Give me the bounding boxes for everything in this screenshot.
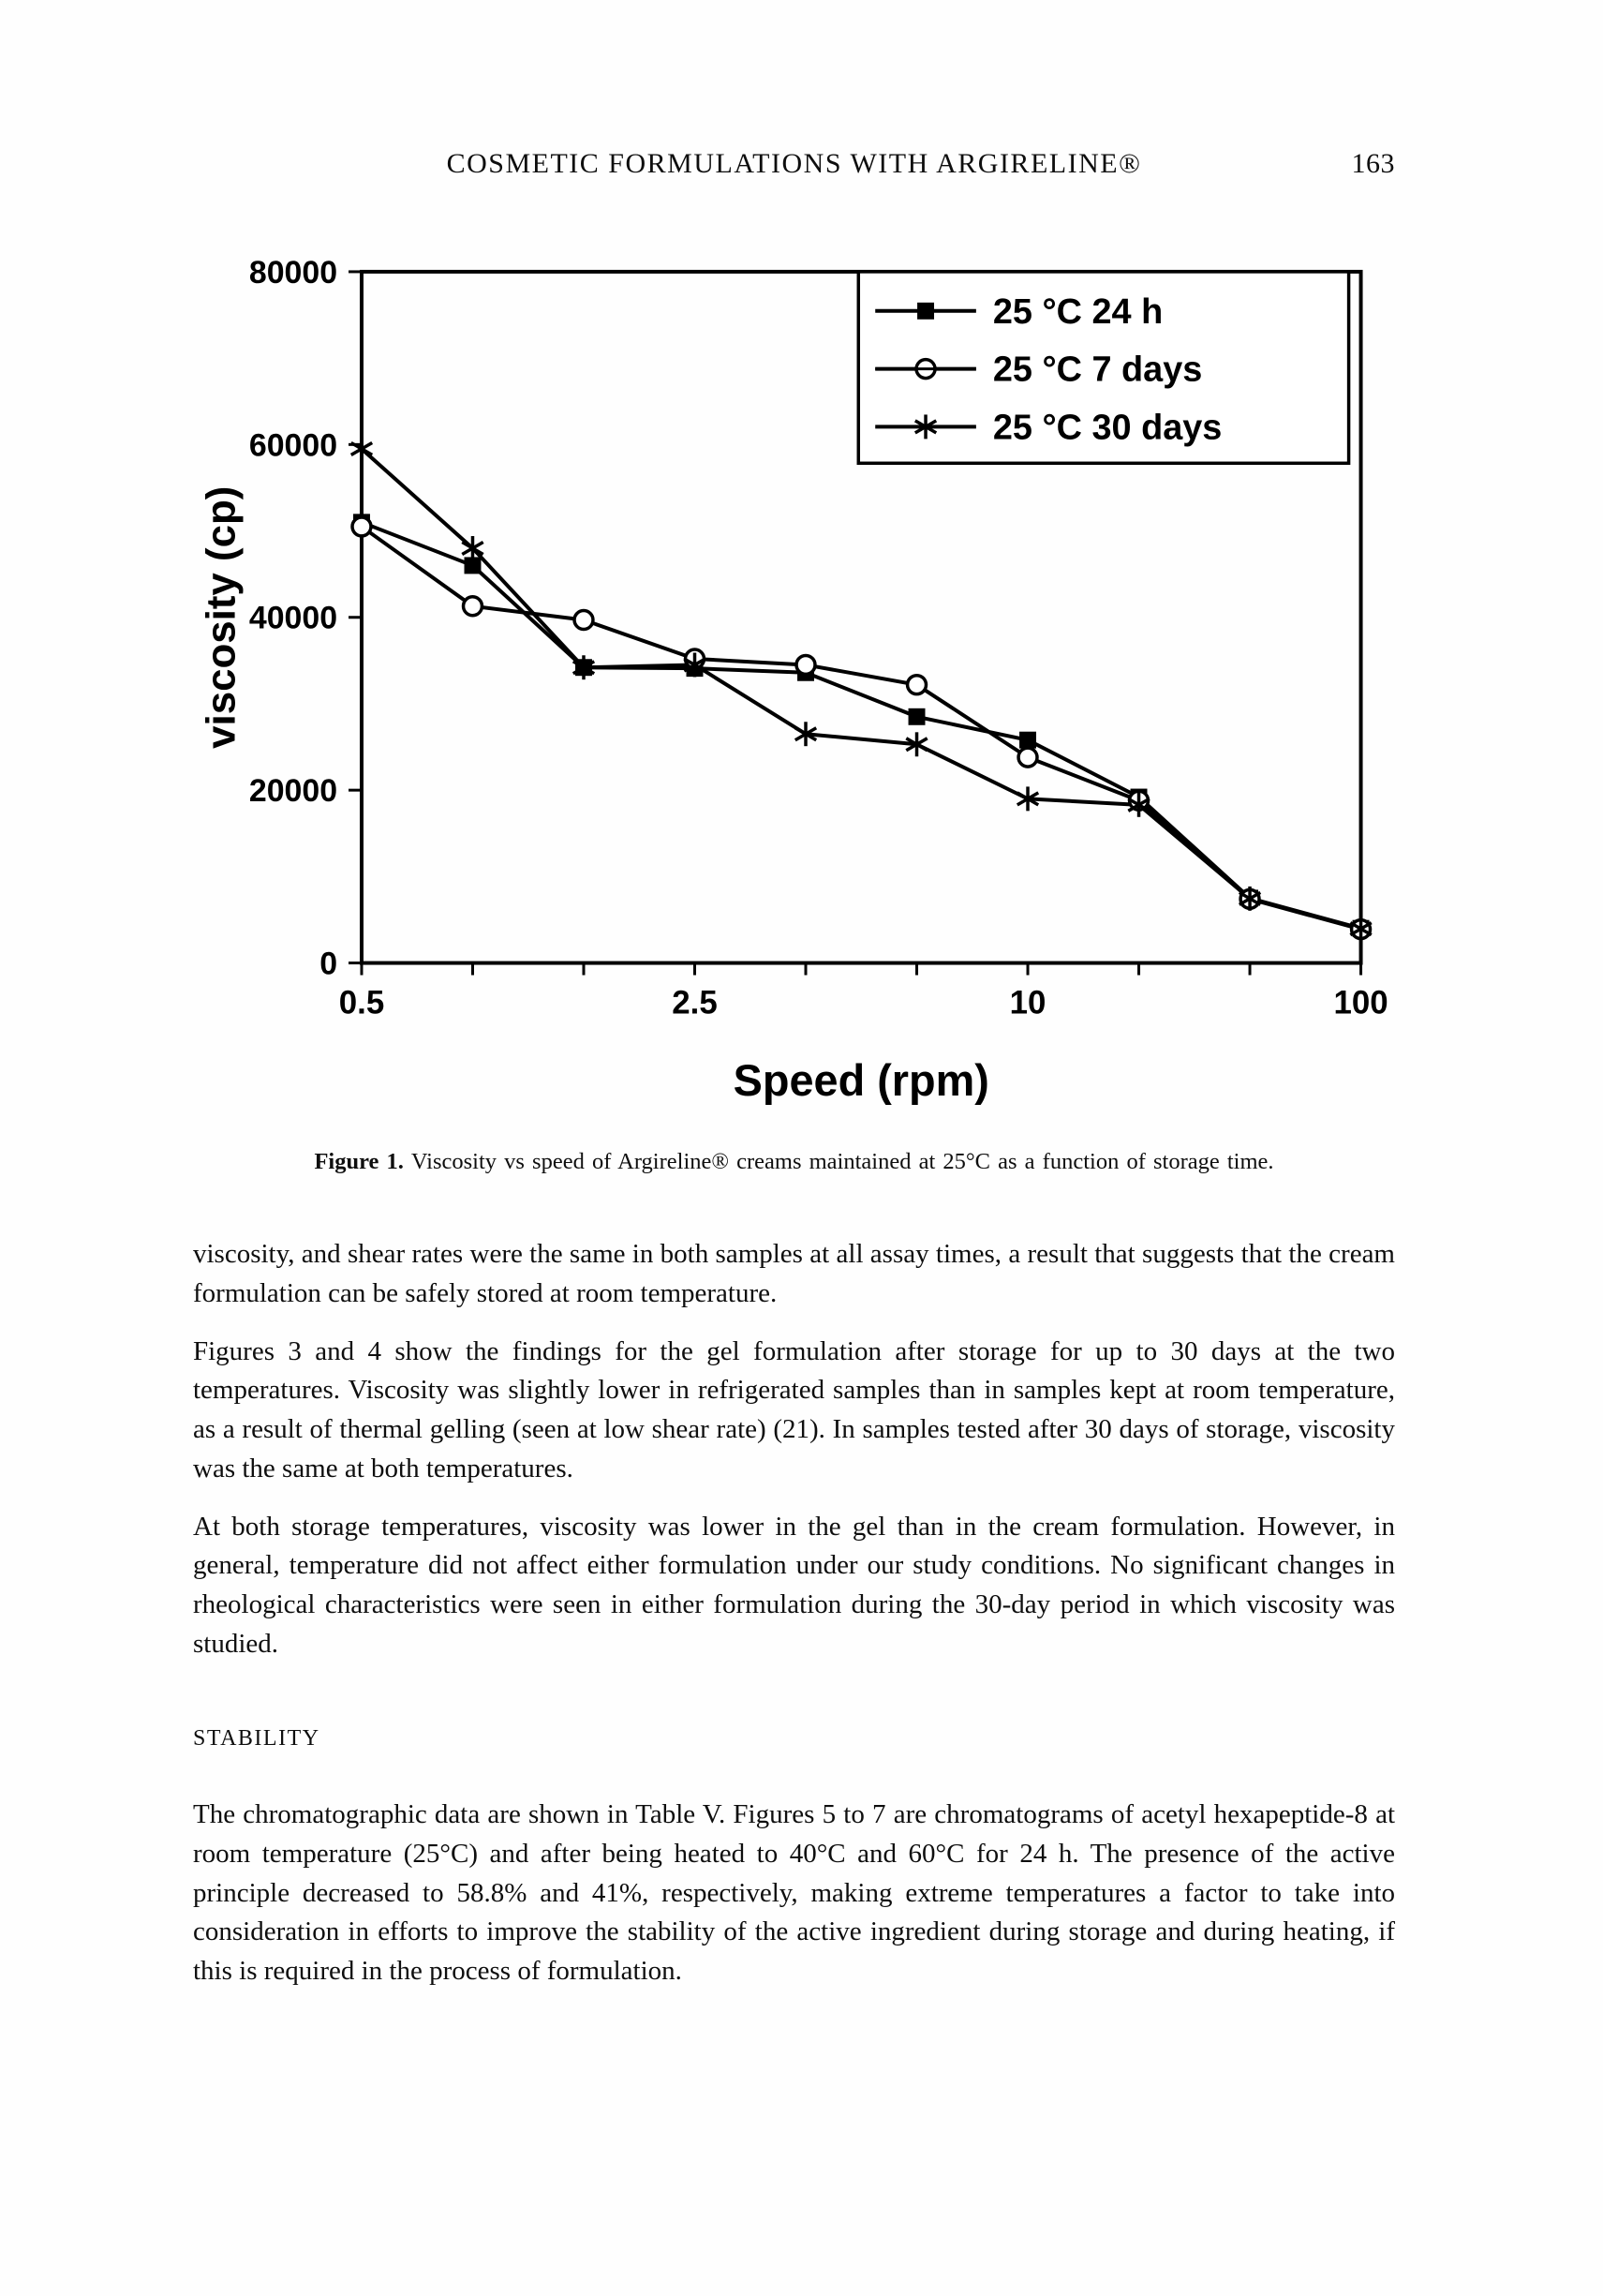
- figure-caption: [193, 1149, 1395, 1175]
- legend-label: 25 °C 30 days: [992, 408, 1223, 448]
- y-tick-label: 0: [319, 946, 338, 982]
- x-tick-label: 0.5: [338, 984, 385, 1021]
- circle-marker: [1018, 748, 1037, 767]
- square-marker: [1019, 732, 1036, 749]
- y-tick-label: 80000: [248, 254, 338, 291]
- paragraph: viscosity, and shear rates were the same in both samples at all assay times, a result that suggests that the cream formulation can be safely stored at room temperature.: [193, 1239, 1395, 1308]
- x-axis-title: Speed (rpm): [733, 1056, 989, 1106]
- circle-marker: [574, 611, 593, 630]
- running-head-title: COSMETIC FORMULATIONS WITH ARGIRELINE®: [446, 148, 1142, 179]
- page-number: 163: [1351, 148, 1395, 179]
- y-tick-label: 20000: [248, 773, 338, 810]
- chart-legend: [858, 272, 1348, 463]
- y-axis-title: viscosity (cp): [198, 485, 245, 749]
- square-marker: [917, 303, 934, 320]
- x-tick-label: 10: [1009, 984, 1046, 1021]
- series-line-1: [362, 527, 1361, 930]
- figure-caption-label: Figure 1.: [314, 1149, 404, 1174]
- page-header: [193, 148, 1395, 180]
- x-tick-label: 2.5: [672, 984, 718, 1021]
- legend-label: 25 °C 24 h: [992, 291, 1164, 332]
- legend-label: 25 °C 7 days: [992, 350, 1203, 390]
- y-tick-label: 40000: [248, 600, 338, 636]
- circle-marker: [464, 597, 482, 616]
- body-text: [193, 1235, 1395, 1991]
- y-tick-label: 60000: [248, 427, 338, 464]
- circle-marker: [352, 517, 371, 536]
- paragraph: The chromatographic data are shown in Table V. Figures 5 to 7 are chromatograms of acetyl hexapeptide-8 at room temperature (25°C) and after being heated to 40°C and 60°C for 24 h. The presence of the active principle decreased to 58.8% and 41%, respectively, making extreme temperatures a factor to take into consideration in efforts to improve the stability of the active ingredient during storage and during heating, if this is required in the process of formulation.: [193, 1799, 1395, 1987]
- series-line-2: [362, 449, 1361, 929]
- circle-marker: [796, 655, 815, 674]
- paragraph: Figures 3 and 4 show the findings for the gel formulation after storage for up to 30 days at the two temperatures. Viscosity was slightly lower in refrigerated samples than in samples kept at room temperature, as a result of thermal gelling (seen at low shear rate) (21). In samples tested after 30 days of storage, viscosity was the same at both temperatures.: [193, 1335, 1395, 1483]
- figure-caption-text: Viscosity vs speed of Argireline® creams maintained at 25°C as a function of storage time.: [410, 1149, 1274, 1174]
- circle-marker: [908, 676, 927, 694]
- section-heading-stability: STABILITY: [193, 1725, 320, 1751]
- figure-1-chart: [193, 253, 1395, 1126]
- chart-svg: [193, 253, 1395, 1126]
- paragraph: At both storage temperatures, viscosity was lower in the gel than in the cream formulation. However, in general, temperature did not affect either formulation under our study conditions. No significant changes in rheological characteristics were seen in either formulation during the 30-day period in which viscosity was studied.: [193, 1511, 1395, 1659]
- square-marker: [909, 708, 926, 725]
- x-tick-label: 100: [1333, 984, 1388, 1021]
